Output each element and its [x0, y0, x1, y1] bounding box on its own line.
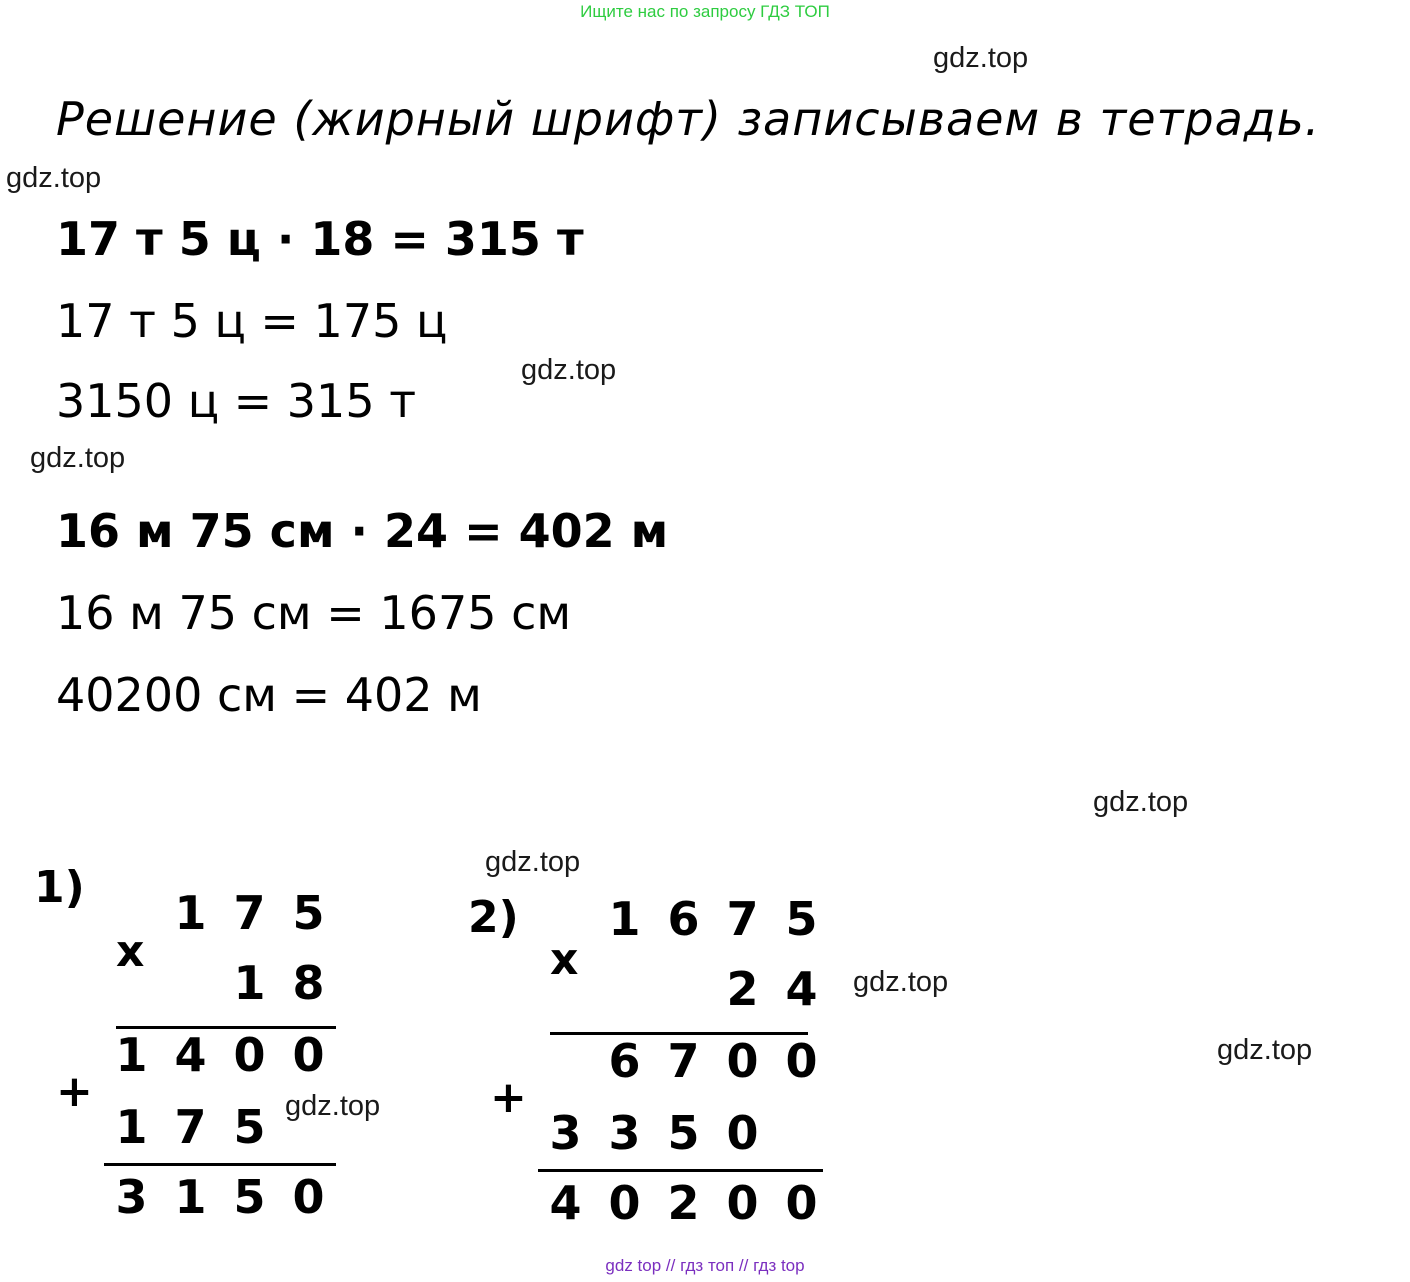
- digit: 3: [115, 1170, 148, 1224]
- calc1-multiplier: [220, 956, 338, 1010]
- page-heading: Решение (жирный шрифт) записываем в тетрадь.: [56, 92, 1321, 146]
- calc1-multiplicand: [161, 886, 338, 940]
- digit: 8: [292, 956, 325, 1010]
- calc2-label: 2): [468, 892, 519, 943]
- digit: 7: [667, 1034, 700, 1088]
- digit: 3: [549, 1106, 582, 1160]
- digit: 5: [785, 892, 818, 946]
- digit: 7: [174, 1100, 207, 1154]
- calc2-multiplicand: [595, 892, 831, 946]
- digit: 2: [667, 1176, 700, 1230]
- watermark: gdz.top: [6, 162, 102, 194]
- digit: 7: [726, 892, 759, 946]
- digit: 5: [292, 886, 325, 940]
- digit: 4: [785, 962, 818, 1016]
- digit: 0: [233, 1028, 266, 1082]
- calc2-plus-sign: +: [490, 1072, 527, 1123]
- digit: 0: [726, 1106, 759, 1160]
- digit: 1: [608, 892, 641, 946]
- calc1-partial2: [102, 1100, 279, 1154]
- digit: 1: [174, 1170, 207, 1224]
- digit: 5: [233, 1100, 266, 1154]
- digit: 1: [115, 1028, 148, 1082]
- problem1-step1: 17 т 5 ц = 175 ц: [56, 294, 448, 348]
- problem1-step2: 3150 ц = 315 т: [56, 374, 417, 428]
- digit: 7: [233, 886, 266, 940]
- digit: 0: [726, 1034, 759, 1088]
- calc1-times-sign: x: [116, 926, 145, 977]
- digit: 0: [292, 1028, 325, 1082]
- watermark: gdz.top: [1217, 1034, 1313, 1066]
- digit: 1: [233, 956, 266, 1010]
- problem1-equation: 17 т 5 ц · 18 = 315 т: [56, 212, 584, 266]
- watermark: gdz.top: [485, 846, 581, 878]
- digit: 4: [549, 1176, 582, 1230]
- watermark: gdz.top: [30, 442, 126, 474]
- digit: 1: [115, 1100, 148, 1154]
- calc1-label: 1): [34, 862, 85, 913]
- calc2-rule-bottom: [538, 1169, 823, 1172]
- digit: 0: [292, 1170, 325, 1224]
- digit: 2: [726, 962, 759, 1016]
- digit: 0: [785, 1176, 818, 1230]
- watermark: gdz.top: [1093, 786, 1189, 818]
- calc2-partial2: [536, 1106, 772, 1160]
- problem2-equation: 16 м 75 см · 24 = 402 м: [56, 504, 669, 558]
- watermark: gdz.top: [853, 966, 949, 998]
- watermark: gdz.top: [933, 42, 1029, 74]
- calc1-result: [102, 1170, 338, 1224]
- digit: 0: [726, 1176, 759, 1230]
- digit: 6: [667, 892, 700, 946]
- digit: 3: [608, 1106, 641, 1160]
- digit: 1: [174, 886, 207, 940]
- digit: 5: [233, 1170, 266, 1224]
- calc2-multiplier: [713, 962, 831, 1016]
- calc2-times-sign: x: [550, 934, 579, 985]
- calc1-rule-bottom: [104, 1163, 336, 1166]
- watermark: gdz.top: [285, 1090, 381, 1122]
- digit: 5: [667, 1106, 700, 1160]
- problem2-step2: 40200 см = 402 м: [56, 668, 482, 722]
- digit: 6: [608, 1034, 641, 1088]
- footer-links: gdz top // гдз топ // гдз top: [605, 1256, 805, 1275]
- digit: 0: [785, 1034, 818, 1088]
- calc2-result: [536, 1176, 831, 1230]
- top-banner: Ищите нас по запросу ГДЗ ТОП: [580, 2, 830, 21]
- digit: 4: [174, 1028, 207, 1082]
- digit: 0: [608, 1176, 641, 1230]
- calc1-partial1: [102, 1028, 338, 1082]
- calc2-partial1: [595, 1034, 831, 1088]
- problem2-step1: 16 м 75 см = 1675 см: [56, 586, 572, 640]
- watermark: gdz.top: [521, 354, 617, 386]
- calc1-plus-sign: +: [56, 1066, 93, 1117]
